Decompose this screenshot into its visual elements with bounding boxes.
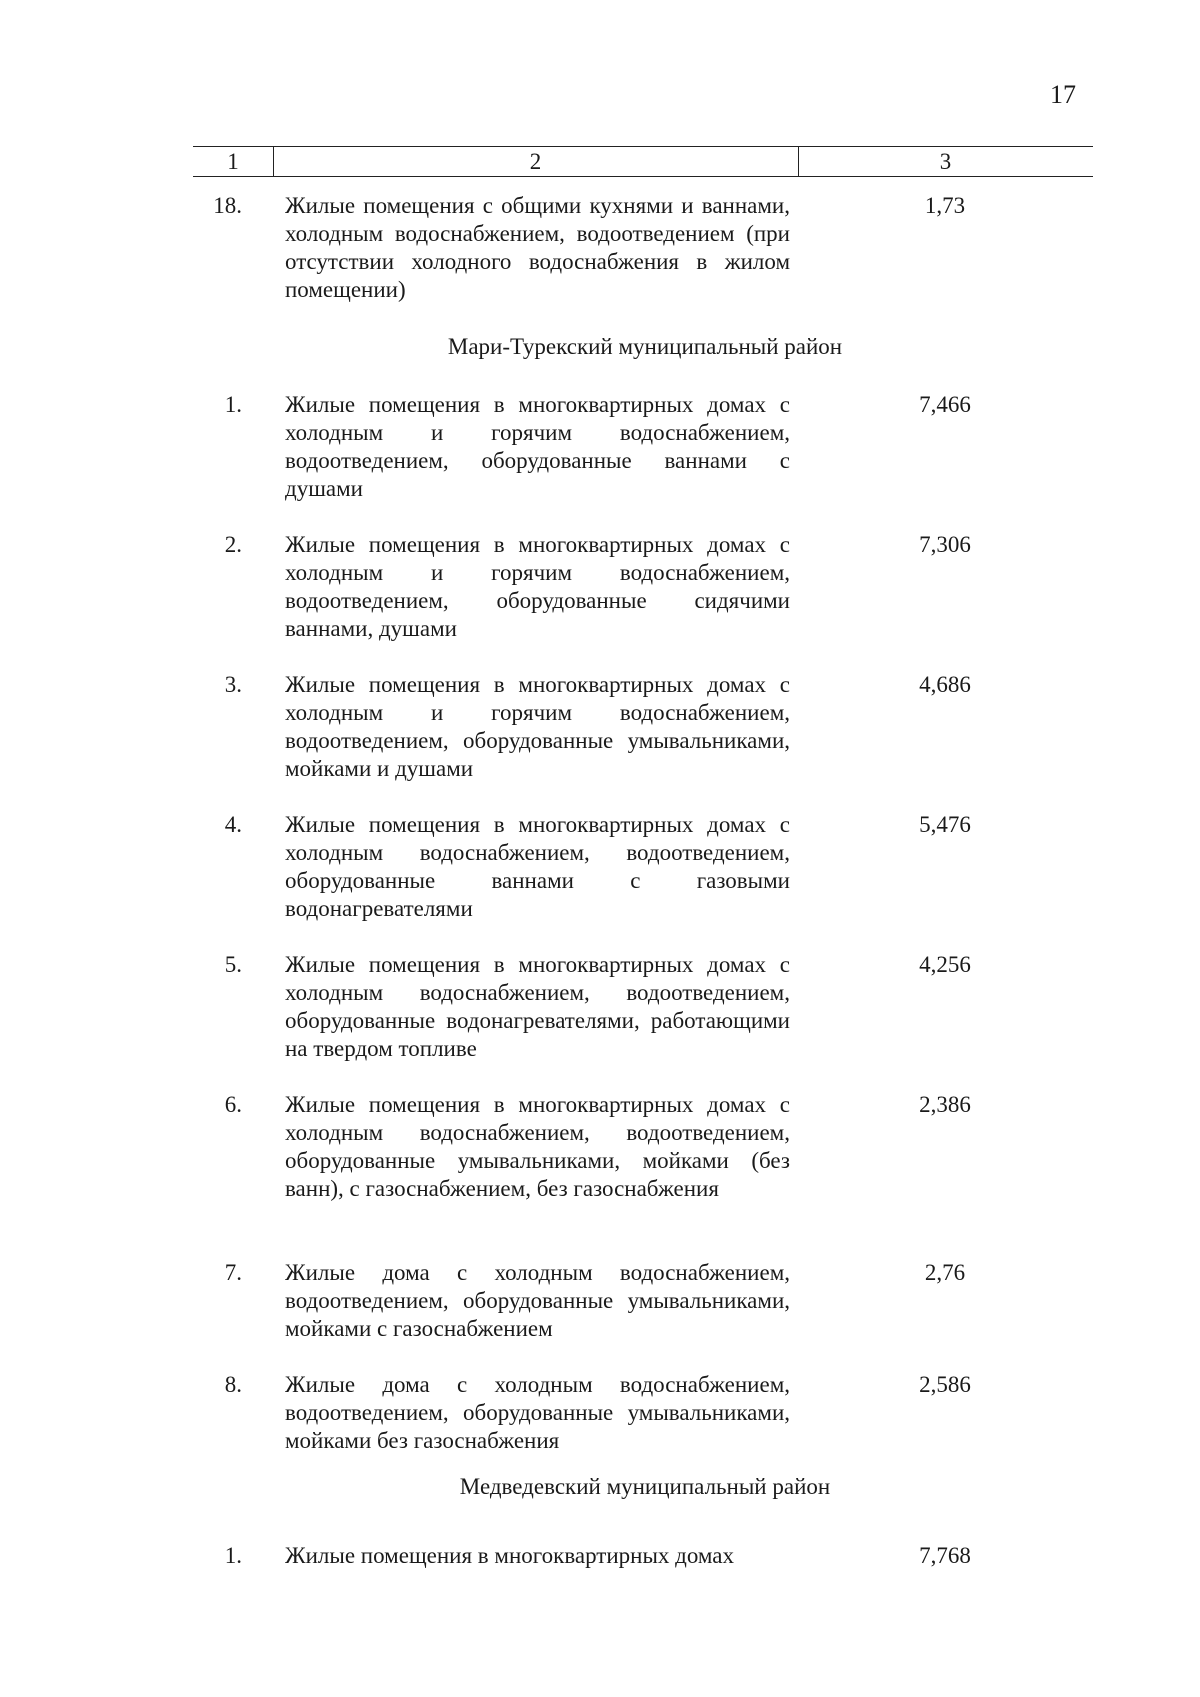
row-value: 1,73 xyxy=(924,193,966,218)
row-number: 4. xyxy=(224,812,242,837)
row-number: 2. xyxy=(224,532,242,557)
row-description: Жилые помещения в многоквартирных домах с холодным водоснабжением, водоотведением, оборудованные водонагревателями, работающими на твердом топливе xyxy=(285,952,790,1061)
row-number: 3. xyxy=(224,672,242,697)
table-header xyxy=(193,146,1093,177)
header-top-rule xyxy=(193,146,1093,147)
row-description: Жилые помещения в многоквартирных домах xyxy=(285,1543,735,1568)
row-description: Жилые помещения с общими кухнями и ваннами, холодным водоснабжением, водоотведением (при отсутствии холодного водоснабжения в жилом помещении) xyxy=(285,193,790,302)
row-number: 5. xyxy=(224,952,242,977)
row-description: Жилые дома с холодным водоснабжением, водоотведением, оборудованные умывальниками, мойками без газоснабжения xyxy=(285,1372,790,1453)
page-number: 17 xyxy=(1050,80,1076,109)
header-bottom-rule xyxy=(193,176,1093,177)
row-description: Жилые помещения в многоквартирных домах с холодным и горячим водоснабжением, водоотведением, оборудованные сидячими ваннами, душами xyxy=(285,532,790,641)
row-value: 7,466 xyxy=(919,392,971,417)
row-description: Жилые помещения в многоквартирных домах с холодным водоснабжением, водоотведением, оборудованные умывальниками, мойками (без ванн), с газоснабжением, без газоснабжения xyxy=(285,1092,790,1201)
row-value: 2,76 xyxy=(924,1260,966,1285)
row-number: 1. xyxy=(224,392,242,417)
row-number: 6. xyxy=(224,1092,242,1117)
row-value: 4,686 xyxy=(919,672,971,697)
row-number: 8. xyxy=(224,1372,242,1397)
row-value: 2,386 xyxy=(919,1092,971,1117)
row-description: Жилые помещения в многоквартирных домах с холодным и горячим водоснабжением, водоотведением, оборудованные ваннами с душами xyxy=(285,392,790,501)
row-description: Жилые помещения в многоквартирных домах с холодным и горячим водоснабжением, водоотведением, оборудованные умывальниками, мойками и душами xyxy=(285,672,790,781)
row-value: 7,306 xyxy=(919,532,971,557)
header-col-2: 2 xyxy=(529,149,542,174)
row-number: 18. xyxy=(213,193,242,218)
row-description: Жилые дома с холодным водоснабжением, водоотведением, оборудованные умывальниками, мойками с газоснабжением xyxy=(285,1260,790,1341)
row-value: 2,586 xyxy=(919,1372,971,1397)
row-number: 1. xyxy=(224,1543,242,1568)
row-value: 4,256 xyxy=(919,952,971,977)
row-value: 5,476 xyxy=(919,812,971,837)
header-col-3: 3 xyxy=(939,149,952,174)
row-description: Жилые помещения в многоквартирных домах с холодным водоснабжением, водоотведением, оборудованные ваннами с газовыми водонагревателями xyxy=(285,812,790,921)
row-number: 7. xyxy=(224,1260,242,1285)
row-value: 7,768 xyxy=(919,1543,971,1568)
section-heading: Медведевский муниципальный район xyxy=(459,1474,831,1499)
section-heading: Мари-Турекский муниципальный район xyxy=(447,334,843,359)
header-col-1: 1 xyxy=(227,149,239,174)
